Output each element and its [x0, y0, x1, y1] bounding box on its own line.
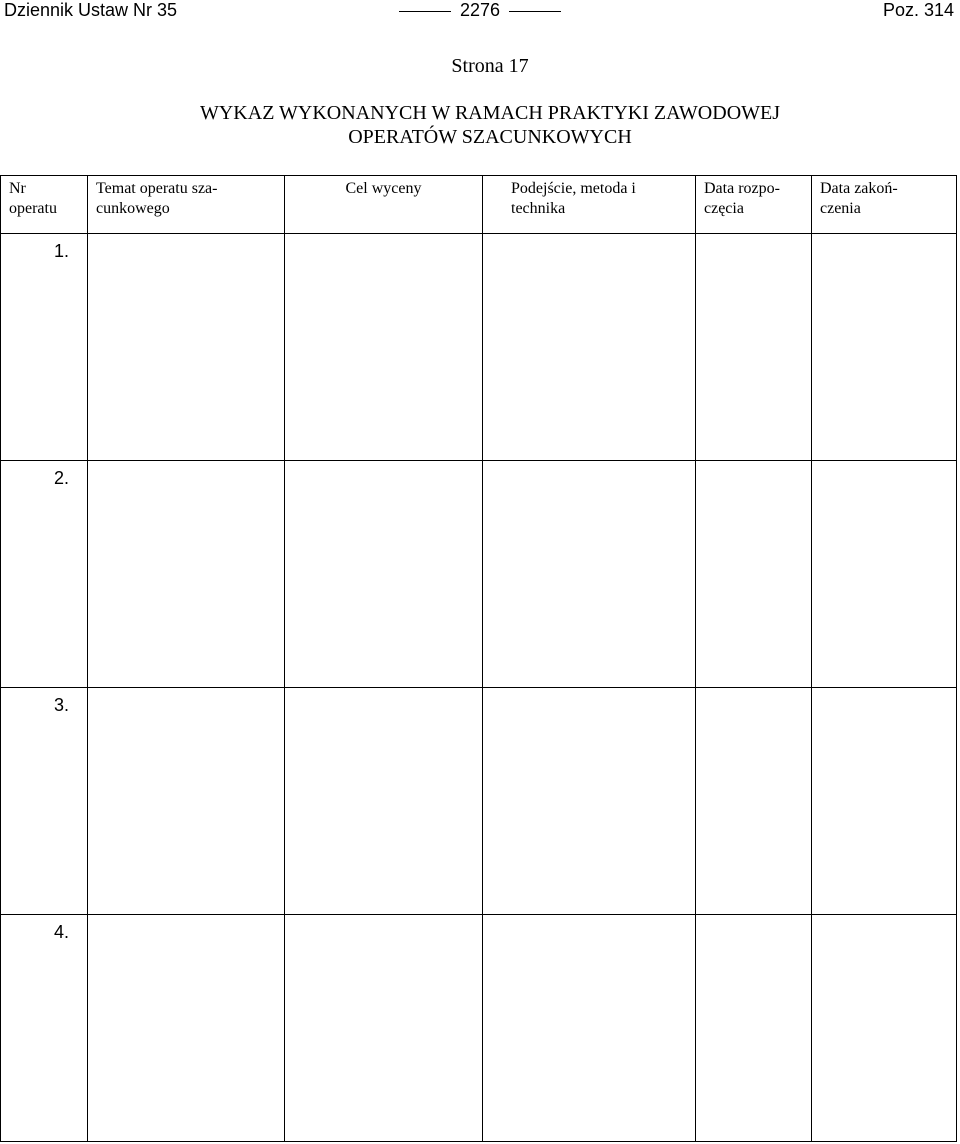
cell-cel[interactable] [285, 915, 483, 1142]
row-number: 4. [1, 915, 88, 1142]
cell-cel[interactable] [285, 234, 483, 461]
cell-podejscie[interactable] [483, 461, 696, 688]
cell-cel[interactable] [285, 461, 483, 688]
cell-temat[interactable] [88, 688, 285, 915]
cell-data-rozpoczecia[interactable] [696, 915, 812, 1142]
col-header-temat: Temat operatu sza- cunkowego [88, 176, 285, 234]
cell-data-rozpoczecia[interactable] [696, 688, 812, 915]
cell-temat[interactable] [88, 461, 285, 688]
cell-temat[interactable] [88, 234, 285, 461]
dash-left [399, 11, 451, 12]
table-header-row [1, 176, 957, 234]
col-header-data-zakonczenia: Data zakoń- czenia [812, 176, 957, 234]
page-title [0, 101, 960, 149]
row-number: 2. [1, 461, 88, 688]
cell-cel[interactable] [285, 688, 483, 915]
cell-data-zakonczenia[interactable] [812, 461, 957, 688]
row-number: 3. [1, 688, 88, 915]
cell-data-rozpoczecia[interactable] [696, 461, 812, 688]
cell-data-rozpoczecia[interactable] [696, 234, 812, 461]
cell-podejscie[interactable] [483, 688, 696, 915]
cell-podejscie[interactable] [483, 915, 696, 1142]
cell-data-zakonczenia[interactable] [812, 688, 957, 915]
col-header-data-rozpoczecia: Data rozpo- częcia [696, 176, 812, 234]
col-header-nr: Nr operatu [1, 176, 88, 234]
cell-data-zakonczenia[interactable] [812, 915, 957, 1142]
cell-data-zakonczenia[interactable] [812, 234, 957, 461]
position-number: Poz. 314 [882, 0, 954, 20]
page-number-header [0, 0, 960, 20]
col-header-cel: Cel wyceny [285, 176, 483, 234]
table-row [1, 461, 957, 688]
cell-temat[interactable] [88, 915, 285, 1142]
page-number: 2276 [459, 0, 501, 20]
table-row [1, 688, 957, 915]
operaty-table [0, 175, 957, 1142]
dash-right [509, 11, 561, 12]
table-row [1, 915, 957, 1142]
title-line-1: WYKAZ WYKONANYCH W RAMACH PRAKTYKI ZAWODOWEJ [199, 102, 781, 124]
cell-podejscie[interactable] [483, 234, 696, 461]
title-line-2: OPERATÓW SZACUNKOWYCH [348, 126, 632, 148]
journal-name: Dziennik Ustaw Nr 35 [4, 0, 178, 20]
row-number: 1. [1, 234, 88, 461]
table-row [1, 234, 957, 461]
page-label: Strona 17 [451, 55, 529, 77]
col-header-podejscie: Podejście, metoda i technika [483, 176, 696, 234]
